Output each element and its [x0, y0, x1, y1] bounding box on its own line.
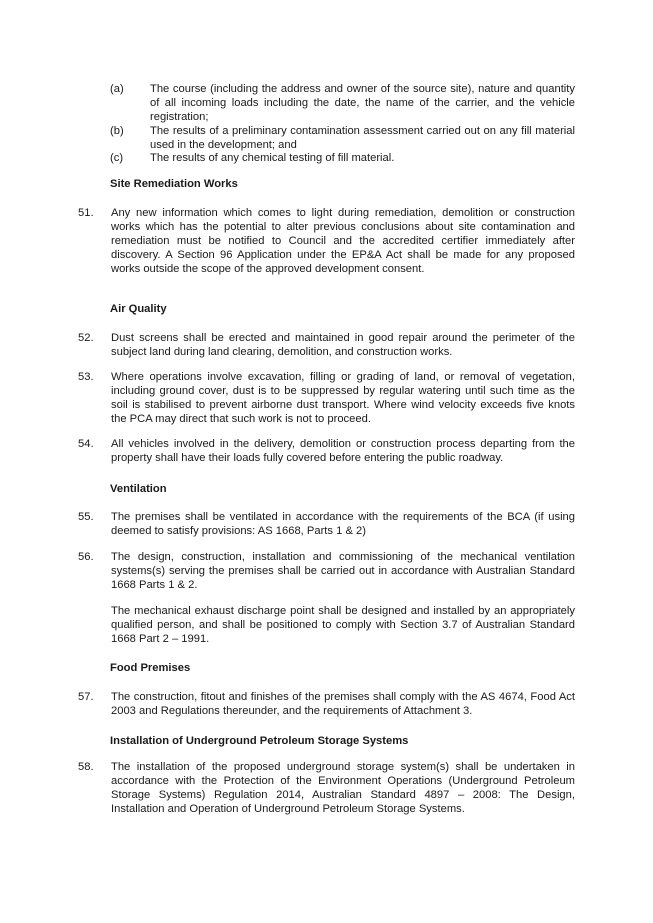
clause-51	[78, 206, 575, 276]
clause-number: 53.	[78, 371, 94, 383]
clause-text: The installation of the proposed underground storage system(s) shall be undertaken in accordance with the Protection of the Environment Operations (Underground Petroleum Storage Systems) Regulation 2014, Australian Standard 4897 – 2008: The Design, Installation and Operation of Underground Petroleum Storage Systems.	[111, 761, 575, 815]
clause-number: 51.	[78, 207, 94, 219]
clause-52	[78, 331, 575, 359]
sub-item-label: (c)	[110, 152, 124, 164]
clause-number: 55.	[78, 511, 94, 523]
clause-54	[78, 437, 575, 465]
clause-56-paragraph: The mechanical exhaust discharge point shall be designed and installed by an appropriately qualified person, and shall be positioned to comply with Section 3.7 of Australian Standard 1668 Part 2 – 1991.	[111, 605, 575, 645]
sub-item-b	[110, 124, 575, 152]
clause-number: 52.	[78, 332, 94, 344]
clause-text: The premises shall be ventilated in accordance with the requirements of the BCA (if using deemed to satisfy provisions: AS 1668, Parts 1 & 2)	[111, 511, 575, 537]
clause-57	[78, 690, 575, 718]
section-heading-food-premises: Food Premises	[110, 662, 191, 674]
clause-text: All vehicles involved in the delivery, demolition or construction process departing from the property shall have their loads fully covered before entering the public roadway.	[111, 438, 575, 464]
clause-58	[78, 760, 575, 816]
clause-number: 57.	[78, 691, 94, 703]
sub-item-label: (b)	[110, 125, 124, 137]
sub-item-text: The results of any chemical testing of fill material.	[150, 152, 395, 164]
section-heading-air-quality: Air Quality	[110, 303, 167, 315]
clause-number: 54.	[78, 438, 94, 450]
section-heading-site-remediation: Site Remediation Works	[110, 178, 238, 190]
clause-text: The construction, fitout and finishes of the premises shall comply with the AS 4674, Food Act 2003 and Regulations thereunder, and the requirements of Attachment 3.	[111, 691, 575, 717]
clause-53	[78, 370, 575, 426]
sub-item-c	[110, 151, 575, 165]
clause-number: 58.	[78, 761, 94, 773]
clause-56	[78, 550, 575, 592]
section-heading-underground-petroleum: Installation of Underground Petroleum Storage Systems	[110, 735, 409, 747]
clause-number: 56.	[78, 551, 94, 563]
clause-text: Any new information which comes to light during remediation, demolition or construction works which has the potential to alter previous conclusions about site contamination and remediation must be notified to Council and the accredited certifier immediately after discovery. A Section 96 Application under the EP&A Act shall be made for any proposed works outside the scope of the approved development consent.	[111, 207, 575, 275]
clause-text: Where operations involve excavation, filling or grading of land, or removal of vegetation, including ground cover, dust is to be suppressed by regular watering until such time as the soil is stabilised to prevent airborne dust transport. Where wind velocity exceeds five knots the PCA may direct that such work is not to proceed.	[111, 371, 575, 425]
sub-item-text: The course (including the address and owner of the source site), nature and quantity of all incoming loads including the date, the name of the carrier, and the vehicle registration;	[150, 83, 575, 123]
clause-55	[78, 510, 575, 538]
sub-item-a	[110, 82, 575, 124]
section-heading-ventilation: Ventilation	[110, 483, 167, 495]
sub-item-text: The results of a preliminary contamination assessment carried out on any fill material used in the development; and	[150, 125, 575, 151]
sub-item-label: (a)	[110, 83, 124, 95]
clause-text: Dust screens shall be erected and maintained in good repair around the perimeter of the subject land during land clearing, demolition, and construction works.	[111, 332, 575, 358]
clause-text: The design, construction, installation and commissioning of the mechanical ventilation systems(s) serving the premises shall be carried out in accordance with Australian Standard 1668 Parts 1 & 2.	[111, 551, 575, 591]
